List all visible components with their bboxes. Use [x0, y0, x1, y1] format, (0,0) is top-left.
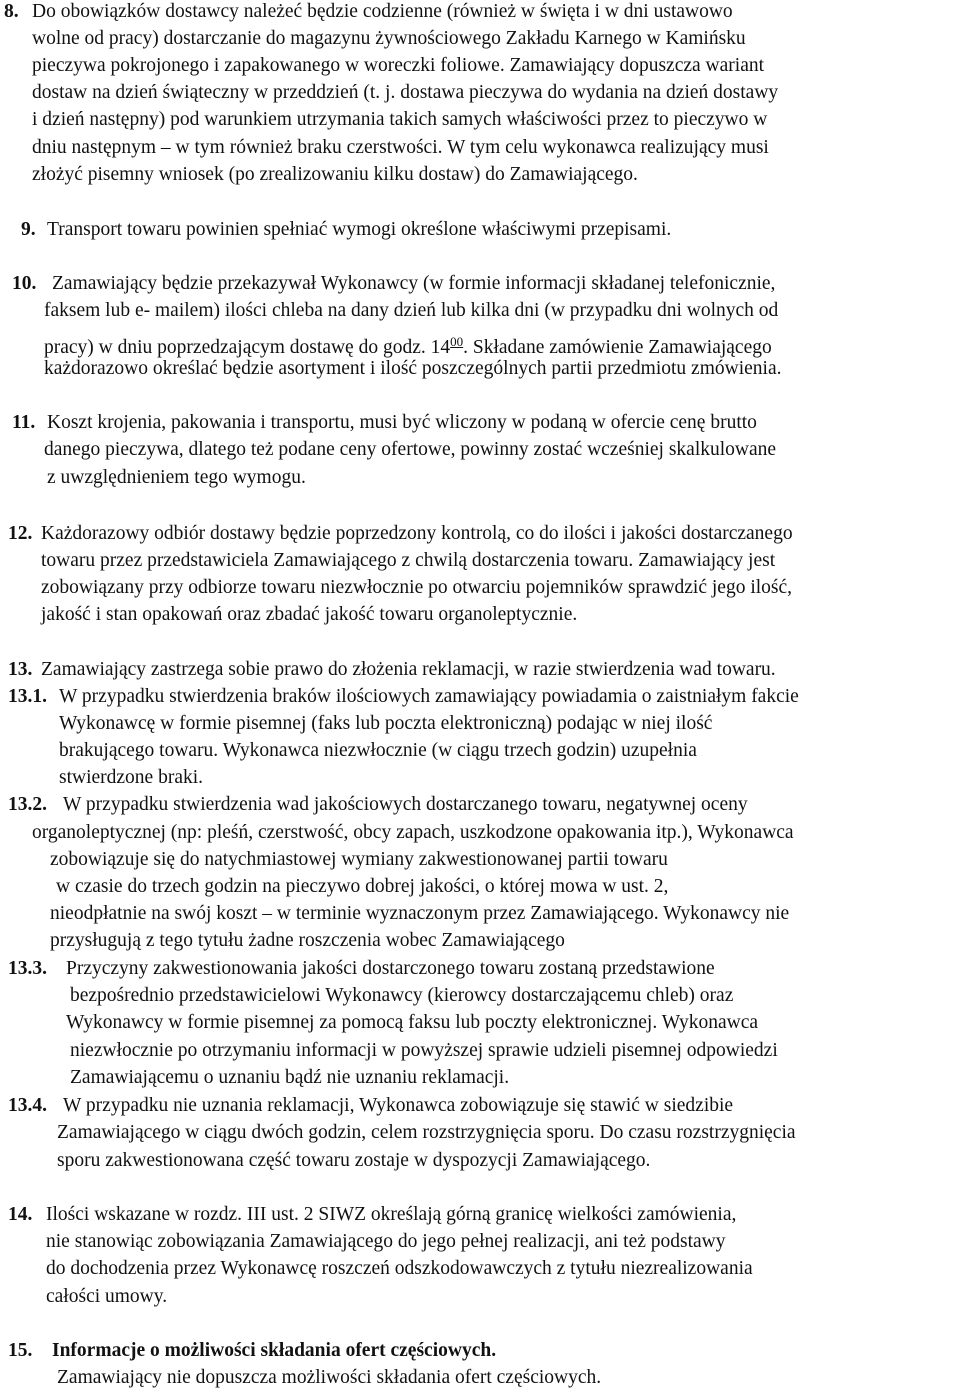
paragraph-line: przysługują z tego tytułu żadne roszczenia wobec Zamawiającego — [50, 930, 565, 951]
section-number: 10. — [12, 273, 37, 294]
time-superscript: 00 — [450, 334, 464, 349]
paragraph-line: bezpośrednio przedstawicielowi Wykonawcy (kierowcy dostarczającemu chleb) oraz — [70, 985, 734, 1006]
paragraph-line: i dzień następny) pod warunkiem utrzymania takich samych właściwości przez to pieczywo w — [32, 109, 768, 130]
section-number: 12. — [8, 523, 33, 544]
section-number: 14. — [8, 1204, 33, 1225]
paragraph-text: pracy) w dniu poprzedzającym dostawę do godz. 14 — [44, 337, 451, 358]
paragraph-line: Wykonawcy w formie pisemnej za pomocą faksu lub poczty elektronicznej. Wykonawca — [66, 1012, 759, 1033]
paragraph-line: Zamawiający zastrzega sobie prawo do złożenia reklamacji, w razie stwierdzenia wad towaru. — [41, 659, 776, 680]
paragraph-line: Wykonawcę w formie pisemnej (faks lub poczta elektroniczną) podając w niej ilość — [59, 713, 713, 734]
paragraph-line: towaru przez przedstawiciela Zamawiającego z chwilą dostarczenia towaru. Zamawiający jest — [41, 550, 776, 571]
paragraph-line: Zamawiający nie dopuszcza możliwości składania ofert częściowych. — [57, 1367, 602, 1388]
paragraph-line: nie stanowiąc zobowiązania Zamawiającego do jego pełnej realizacji, ani też podstawy — [46, 1231, 726, 1252]
section-number: 11. — [12, 412, 36, 433]
paragraph-line: z uwzględnieniem tego wymogu. — [47, 467, 306, 488]
paragraph-line: niezwłocznie po otrzymaniu informacji w powyższej sprawie udzieli pisemnej odpowiedzi — [70, 1040, 778, 1061]
paragraph-line: W przypadku nie uznania reklamacji, Wykonawca zobowiązuje się stawić w siedzibie — [63, 1095, 734, 1116]
paragraph-line: jakość i stan opakowań oraz zbadać jakość towaru organoleptycznie. — [41, 604, 578, 625]
paragraph-line: danego pieczywa, dlatego też podane ceny ofertowe, powinny zostać wcześniej skalkulowane — [44, 439, 777, 460]
section-number: 13.4. — [8, 1095, 47, 1116]
paragraph-line: W przypadku stwierdzenia wad jakościowych dostarczanego towaru, negatywnej oceny — [63, 794, 748, 815]
paragraph-line: każdorazowo określać będzie asortyment i ilość poszczególnych partii przedmiotu zmówienia. — [44, 358, 782, 379]
paragraph-line: Transport towaru powinien spełniać wymogi określone właściwymi przepisami. — [47, 219, 672, 240]
paragraph-line: złożyć pisemny wniosek (po zrealizowaniu kilku dostaw) do Zamawiającego. — [32, 164, 638, 185]
paragraph-line: Każdorazowy odbiór dostawy będzie poprzedzony kontrolą, co do ilości i jakości dostarczanego — [41, 523, 793, 544]
paragraph-line: organoleptycznej (np: pleśń, czerstwość, obcy zapach, uszkodzone opakowania itp.), Wykonawca — [32, 822, 794, 843]
paragraph-line: w czasie do trzech godzin na pieczywo dobrej jakości, o której mowa w ust. 2, — [56, 876, 669, 897]
paragraph-line: Zamawiającego w ciągu dwóch godzin, celem rozstrzygnięcia sporu. Do czasu rozstrzygnięcia — [57, 1122, 796, 1143]
paragraph-line: W przypadku stwierdzenia braków ilościowych zamawiający powiadamia o zaistniałym fakcie — [59, 686, 799, 707]
paragraph-line: całości umowy. — [46, 1286, 168, 1307]
paragraph-line: faksem lub e- mailem) ilości chleba na dany dzień lub kilka dni (w przypadku dni wolnych od — [44, 300, 779, 321]
paragraph-line — [44, 330, 772, 360]
paragraph-line: nieodpłatnie na swój koszt – w terminie wyznaczonym przez Zamawiającego. Wykonawcy nie — [50, 903, 790, 924]
paragraph-line: Ilości wskazane w rozdz. III ust. 2 SIWZ określają górną granicę wielkości zamówienia, — [46, 1204, 737, 1225]
paragraph-line: do dochodzenia przez Wykonawcę roszczeń odszkodowawczych z tytułu niezrealizowania — [46, 1258, 753, 1279]
paragraph-line: pieczywa pokrojonego i zapakowanego w woreczki foliowe. Zamawiający dopuszcza wariant — [32, 55, 765, 76]
paragraph-line: wolne od pracy) dostarczanie do magazynu żywnościowego Zakładu Karnego w Kamińsku — [32, 28, 746, 49]
section-number: 15. — [8, 1340, 33, 1361]
paragraph-line: dniu następnym – w tym również braku czerstwości. W tym celu wykonawca realizujący musi — [32, 137, 769, 158]
section-number: 13.1. — [8, 686, 47, 707]
section-number: 9. — [21, 219, 36, 240]
paragraph-line: Przyczyny zakwestionowania jakości dostarczonego towaru zostaną przedstawione — [66, 958, 715, 979]
paragraph-line: brakującego towaru. Wykonawca niezwłocznie (w ciągu trzech godzin) uzupełnia — [59, 740, 697, 761]
paragraph-line: zobowiązany przy odbiorze towaru niezwłocznie po otwarciu pojemników sprawdzić jego ilość, — [41, 577, 793, 598]
section-number: 13.2. — [8, 794, 47, 815]
section-heading: Informacje o możliwości składania ofert częściowych. — [52, 1340, 497, 1361]
section-number: 13.3. — [8, 958, 47, 979]
section-number: 13. — [8, 659, 33, 680]
section-number: 8. — [4, 1, 19, 22]
paragraph-line: Do obowiązków dostawcy należeć będzie codzienne (również w święta i w dni ustawowo — [32, 1, 733, 22]
paragraph-line: Zamawiającemu o uznaniu bądź nie uznaniu reklamacji. — [70, 1067, 510, 1088]
paragraph-line: sporu zakwestionowana część towaru zostaje w dyspozycji Zamawiającego. — [57, 1150, 651, 1171]
paragraph-line: dostaw na dzień świąteczny w przeddzień (t. j. dostawa pieczywa do wydania na dzień dostawy — [32, 82, 779, 103]
paragraph-line: Koszt krojenia, pakowania i transportu, musi być wliczony w podaną w ofercie cenę brutto — [47, 412, 757, 433]
paragraph-text: . Składane zamówienie Zamawiającego — [463, 337, 772, 358]
paragraph-line: Zamawiający będzie przekazywał Wykonawcy (w formie informacji składanej telefonicznie, — [52, 273, 776, 294]
paragraph-line: stwierdzone braki. — [59, 767, 204, 788]
paragraph-line: zobowiązuje się do natychmiastowej wymiany zakwestionowanej partii towaru — [50, 849, 668, 870]
